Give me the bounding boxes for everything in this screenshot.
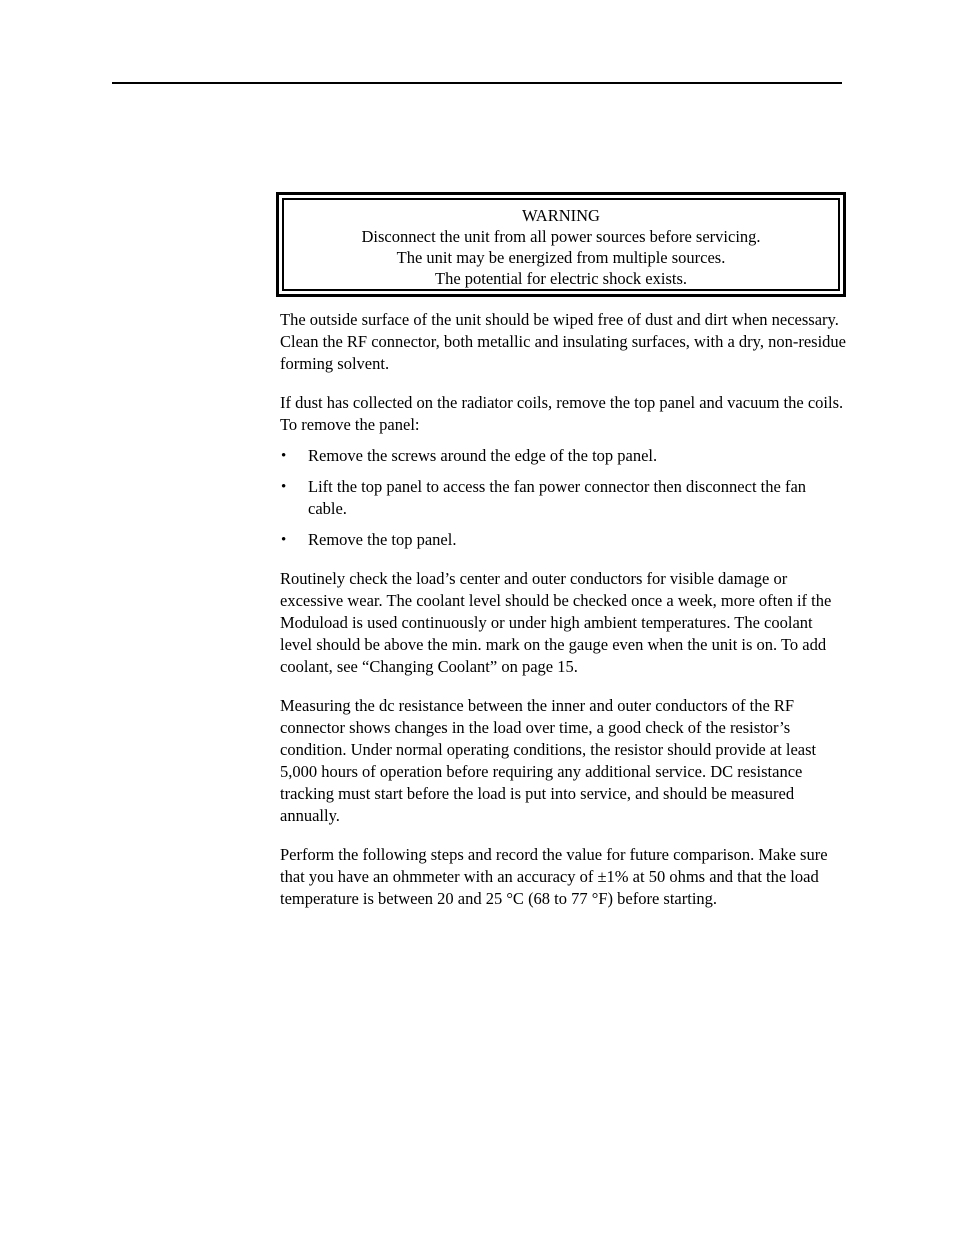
list-item-text: Remove the screws around the edge of the top panel. [308,446,658,465]
paragraph-dc-resistance: Measuring the dc resistance between the inner and outer conductors of the RF connector shows changes in the load over time, a good check of the resistor’s condition. Under normal operating conditions, the resistor should provide at least 5,000 hours of operation before requiring any additional service. DC resistance tracking must start before the load is put into service, and should be measured annually. [280,696,817,825]
bullet-icon: • [281,532,287,548]
warning-heading: WARNING [522,206,600,225]
paragraph-dust: If dust has collected on the radiator coils, remove the top panel and vacuum the coils. To remove the panel: [280,393,844,434]
body-text [280,309,846,927]
list-item [280,445,846,467]
warning-box [276,192,846,297]
warning-line-3: The potential for electric shock exists. [435,269,687,288]
paragraph-conductors: Routinely check the load’s center and outer conductors for visible damage or excessive wear. The coolant level should be checked once a week, more often if the Moduload is used continuously or under high ambient temperatures. The coolant level should be above the min. mark on the gauge even when the unit is on. To add coolant, see “Changing Coolant” on page 15. [280,569,832,676]
warning-line-1: Disconnect the unit from all power sources before servicing. [361,227,761,246]
bullet-icon: • [281,479,287,495]
bullet-icon: • [281,448,287,464]
warning-line-2: The unit may be energized from multiple sources. [396,248,726,267]
list-item [280,476,846,520]
panel-removal-steps [280,445,846,551]
list-item-text: Remove the top panel. [308,530,457,549]
warning-box-inner [282,198,840,291]
header-rule [112,82,842,84]
paragraph-cleaning: The outside surface of the unit should be wiped free of dust and dirt when necessary. Clean the RF connector, both metallic and insulating surfaces, with a dry, non-residue forming solvent. [280,310,846,373]
list-item-text: Lift the top panel to access the fan power connector then disconnect the fan cable. [308,477,807,518]
list-item [280,529,846,551]
paragraph-steps-intro: Perform the following steps and record the value for future comparison. Make sure that you have an ohmmeter with an accuracy of ±1% at 50 ohms and that the load temperature is between 20 and 25 °C (68 to 77 °F) before starting. [280,845,828,908]
